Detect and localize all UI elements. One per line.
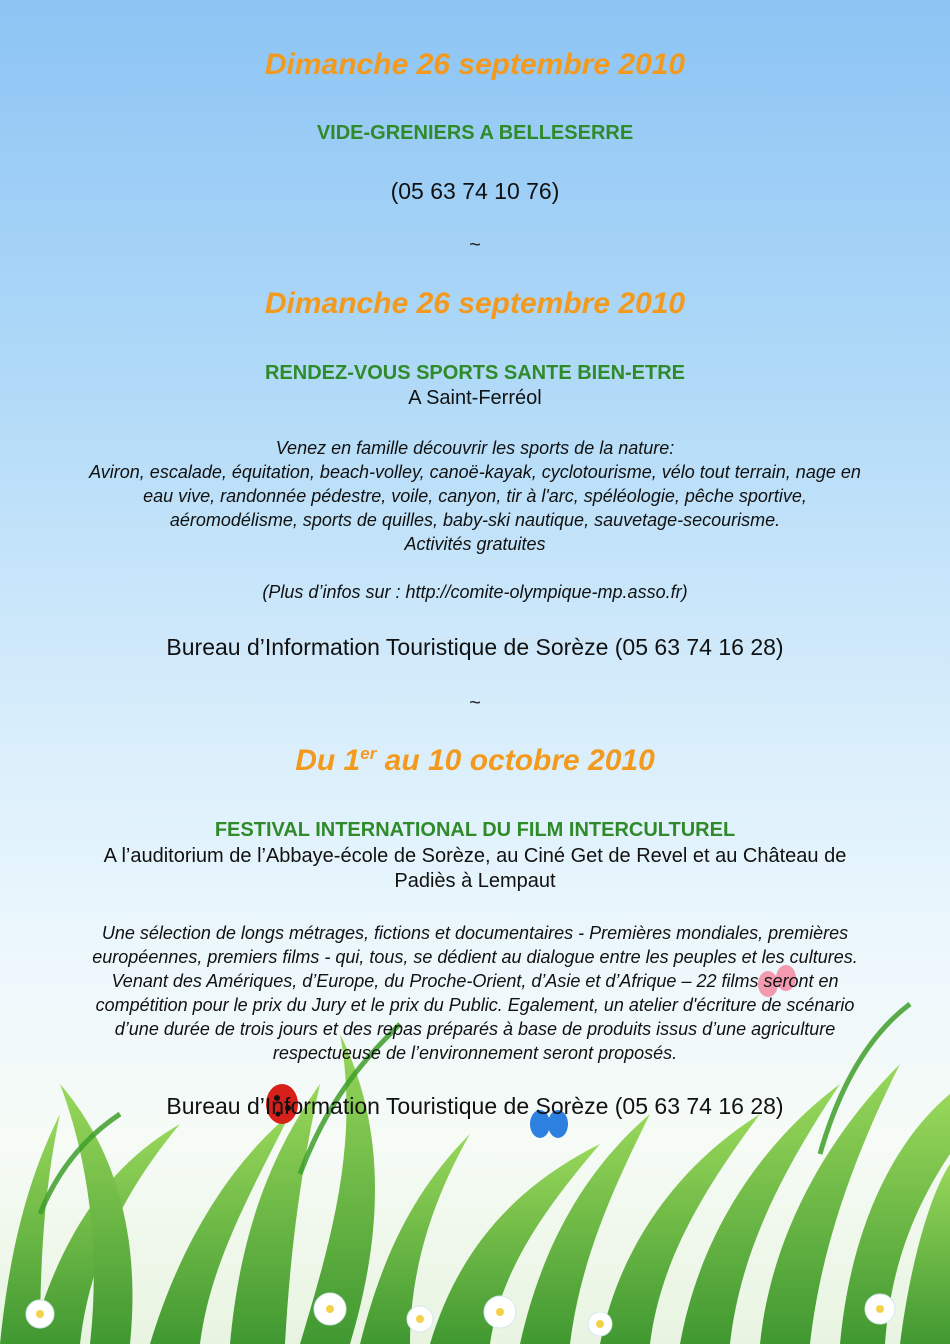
event3-desc-line: respectueuse de l’environnement seront proposés. bbox=[272, 1043, 678, 1063]
separator-1: ~ bbox=[469, 234, 481, 256]
event1-date: Dimanche 26 septembre 2010 bbox=[264, 48, 686, 81]
event3-description bbox=[30, 921, 920, 1065]
event3-location-line: A l’auditorium de l’Abbaye-école de Sorèze, au Ciné Get de Revel et au Château de bbox=[103, 845, 847, 867]
event1-contact: (05 63 74 10 76) bbox=[390, 178, 560, 204]
event3-date-sup: er bbox=[360, 744, 377, 763]
event2-contact: Bureau d’Information Touristique de Sorèze (05 63 74 16 28) bbox=[166, 634, 784, 660]
event2-desc-line: Aviron, escalade, équitation, beach-volley, canoë-kayak, cyclotourisme, vélo tout terrain, nage en bbox=[89, 462, 861, 482]
event3-desc-line: européennes, premiers films - qui, tous, se dédient au dialogue entre les peuples et les cultures. bbox=[92, 947, 858, 967]
event3-location bbox=[0, 844, 950, 894]
event3-desc-line: Venant des Amériques, d’Europe, du Proche-Orient, d’Asie et d’Afrique – 22 films seront en bbox=[111, 971, 839, 991]
event3-location-line: Padiès à Lempaut bbox=[394, 870, 556, 892]
event2-info: (Plus d’infos sur : http://comite-olympique-mp.asso.fr) bbox=[262, 582, 688, 602]
event1-title: VIDE-GRENIERS A BELLESERRE bbox=[316, 122, 634, 144]
event3-contact: Bureau d’Information Touristique de Sorèze (05 63 74 16 28) bbox=[166, 1093, 784, 1119]
event3-desc-line: d’une durée de trois jours et des repas préparés à base de produits issus d’une agriculture bbox=[114, 1019, 836, 1039]
event2-desc-line: Activités gratuites bbox=[404, 534, 546, 554]
event3-date-suffix: au 10 octobre 2010 bbox=[376, 744, 655, 777]
event2-desc-line: eau vive, randonnée pédestre, voile, canyon, tir à l'arc, spéléologie, pêche sportive, bbox=[143, 486, 807, 506]
event2-desc-line: Venez en famille découvrir les sports de la nature: bbox=[275, 438, 675, 458]
event3-desc-line: Une sélection de longs métrages, fictions et documentaires - Premières mondiales, premières bbox=[101, 923, 849, 943]
event3-desc-line: compétition pour le prix du Jury et le prix du Public. Egalement, un atelier d'écriture de scénario bbox=[95, 995, 855, 1015]
event3-date bbox=[0, 744, 950, 778]
event2-location: A Saint-Ferréol bbox=[408, 387, 542, 409]
event2-title: RENDEZ-VOUS SPORTS SANTE BIEN-ETRE bbox=[264, 362, 686, 384]
event2-description bbox=[30, 436, 920, 556]
event2-date: Dimanche 26 septembre 2010 bbox=[264, 287, 686, 320]
event3-title: FESTIVAL INTERNATIONAL DU FILM INTERCULTUREL bbox=[214, 819, 736, 841]
event3-date-prefix: Du 1 bbox=[295, 744, 361, 777]
separator-2: ~ bbox=[469, 692, 481, 714]
event2-desc-line: aéromodélisme, sports de quilles, baby-ski nautique, sauvetage-secourisme. bbox=[169, 510, 781, 530]
